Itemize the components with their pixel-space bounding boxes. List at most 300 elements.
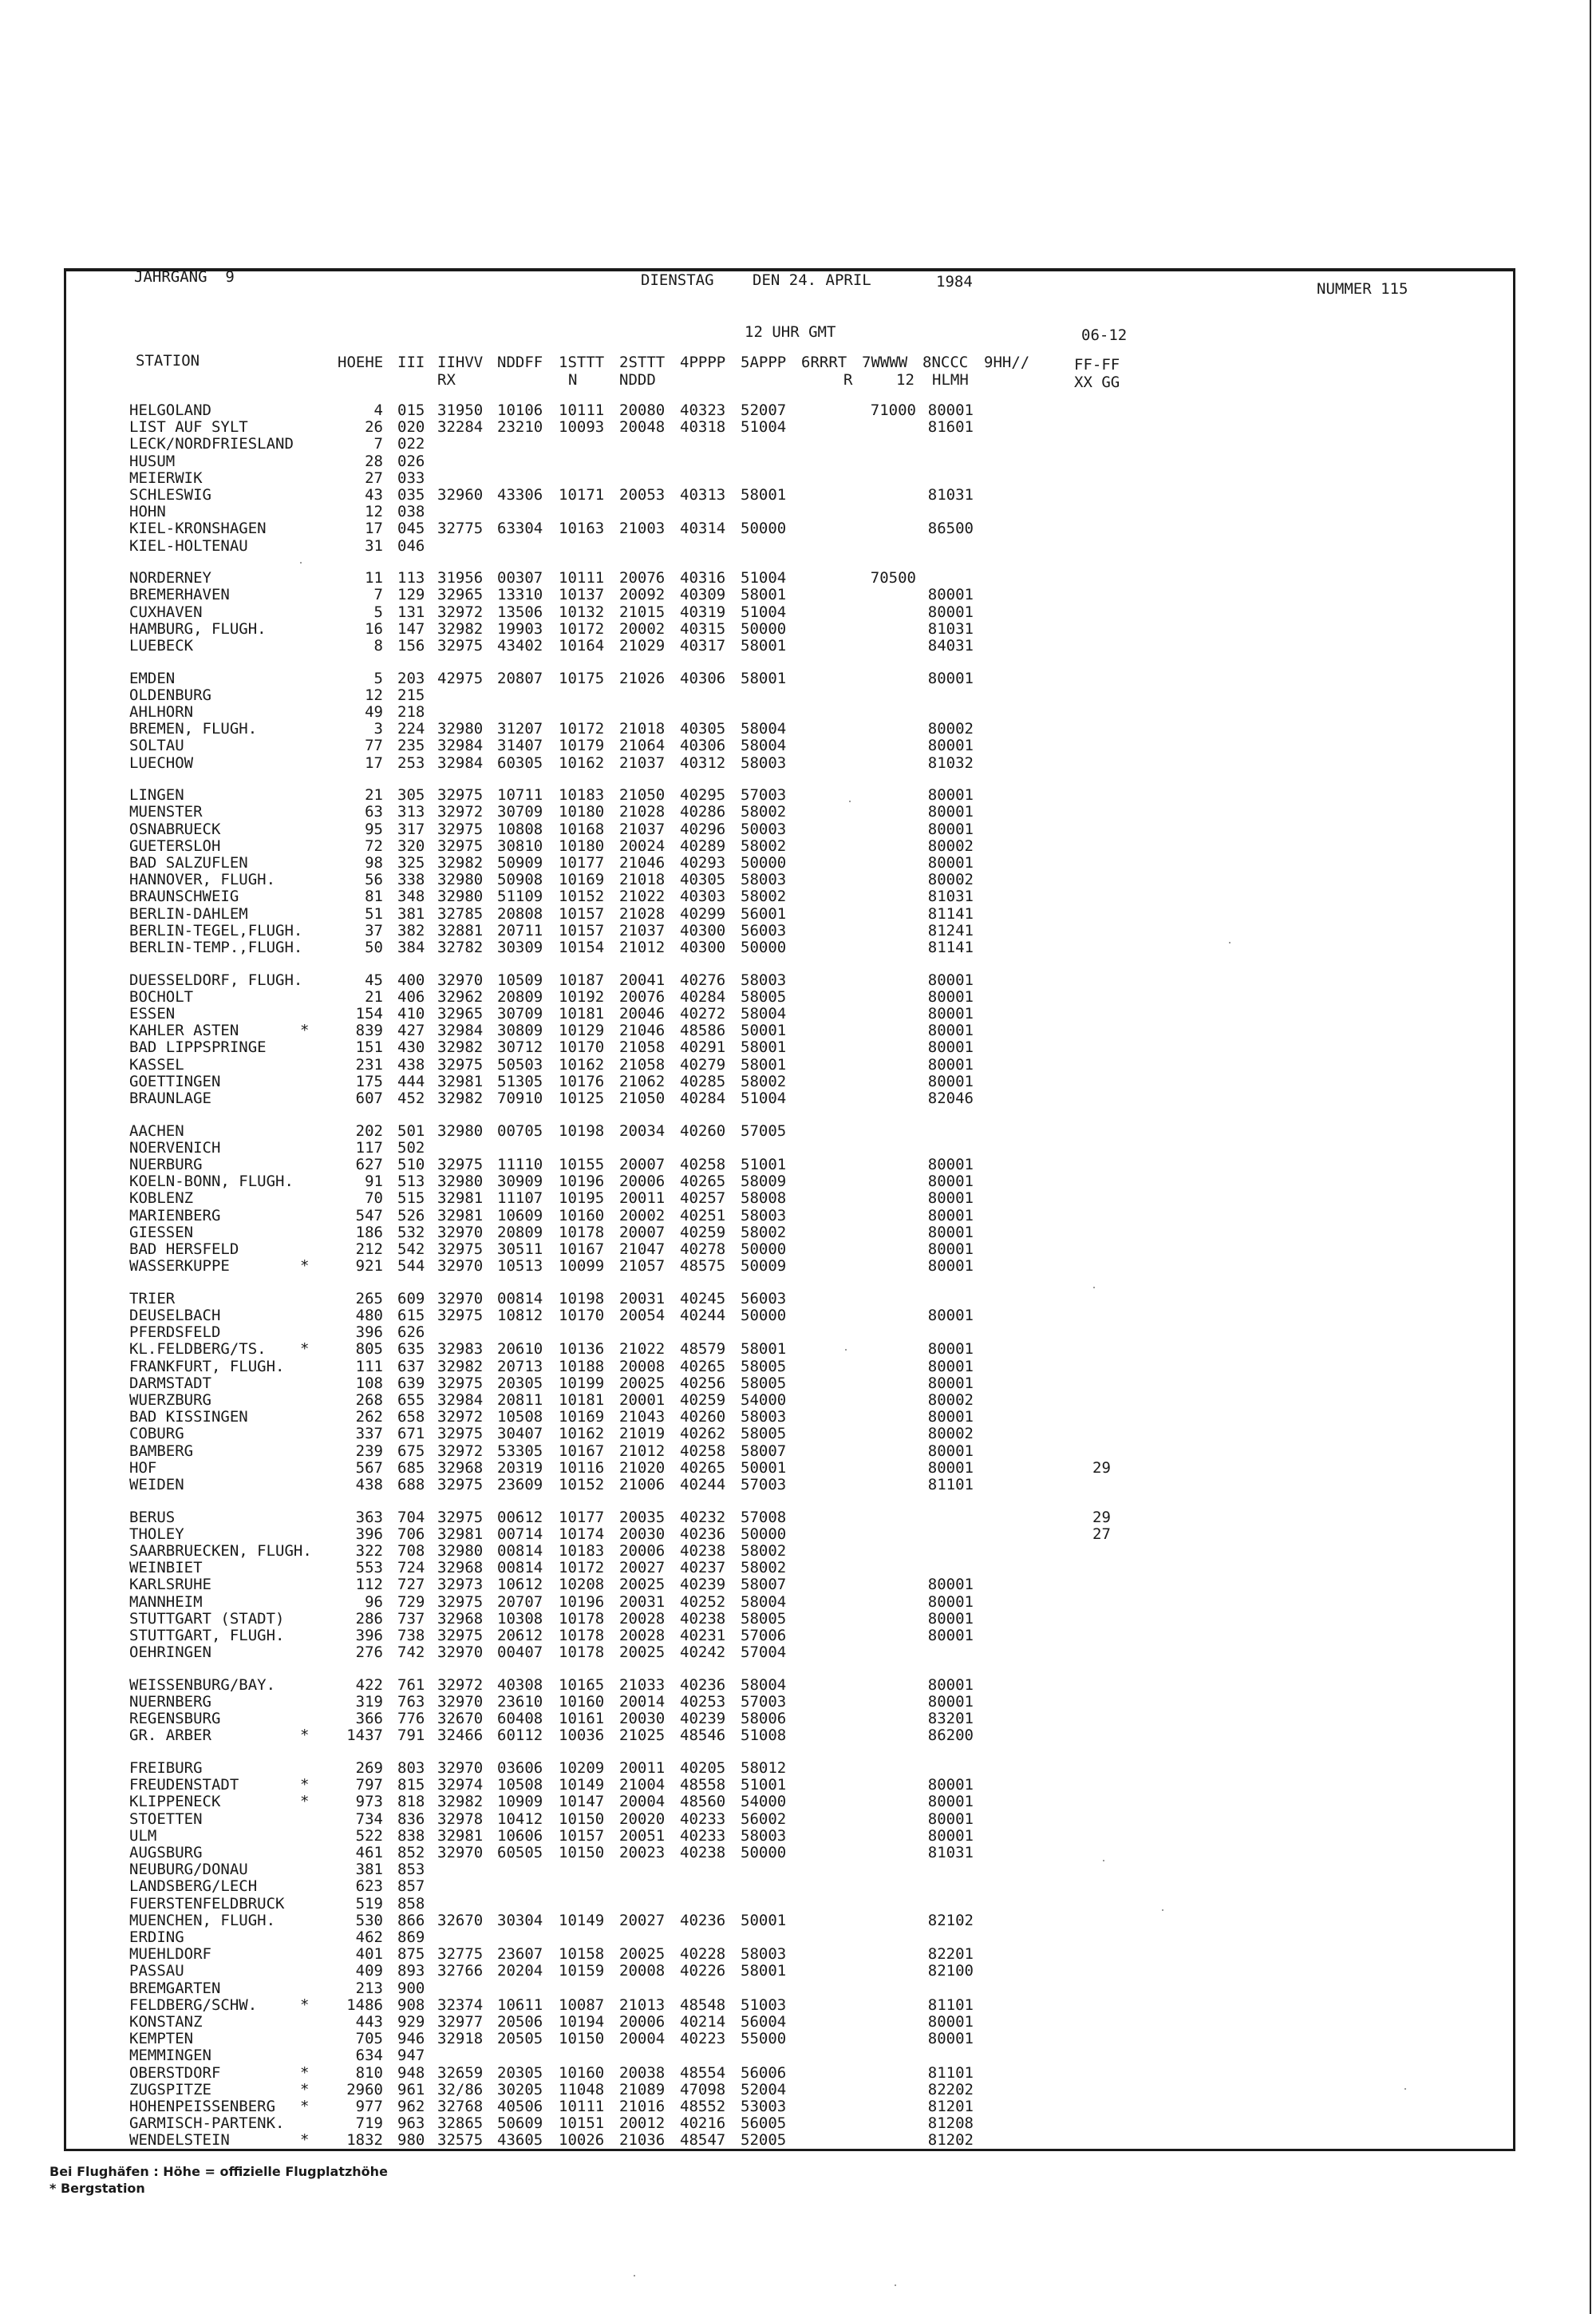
group4-cell: 48558	[680, 1776, 726, 1794]
station-name: DUESSELDORF, FLUGH.	[129, 971, 303, 989]
station-name: BRAUNSCHWEIG	[129, 888, 239, 906]
station-name: OLDENBURG	[129, 686, 211, 704]
iihvv-cell: 32768	[437, 2098, 484, 2115]
group2-cell: 20025	[619, 1644, 666, 1662]
group2-cell: 21029	[619, 637, 666, 655]
station-id-cell: 427	[397, 1022, 425, 1040]
nddff-cell: 23210	[497, 418, 543, 437]
hoehe-cell: 5	[373, 603, 383, 621]
station-id-cell: 737	[397, 1609, 425, 1628]
footnote-airports: Bei Flughäfen : Höhe = offizielle Flugplatzhöhe	[49, 2164, 388, 2179]
group4-cell: 40314	[680, 520, 726, 538]
station-name: SAARBRUECKEN, FLUGH.	[129, 1542, 312, 1560]
group1-cell: 10183	[559, 786, 605, 805]
group2-cell: 20076	[619, 987, 666, 1006]
station-name: BERLIN-TEMP.,FLUGH.	[129, 939, 303, 956]
group4-cell: 40231	[680, 1627, 726, 1644]
group4-cell: 40316	[680, 569, 726, 587]
group1-cell: 10150	[559, 1810, 605, 1828]
nddff-cell: 30511	[497, 1240, 543, 1258]
station-name: KOELN-BONN, FLUGH.	[129, 1173, 294, 1191]
nddff-cell: 10609	[497, 1206, 543, 1224]
group1-cell: 10163	[559, 520, 605, 538]
group5-cell: 58002	[741, 837, 787, 855]
iihvv-cell: 32970	[437, 1693, 484, 1711]
group4-cell: 40284	[680, 1090, 726, 1107]
group4-cell: 40285	[680, 1072, 726, 1090]
col-header-6rrrt-sub: R	[843, 371, 853, 389]
group5-cell: 57003	[741, 1476, 787, 1493]
group2-cell: 21012	[619, 939, 666, 956]
iihvv-cell: 32972	[437, 1408, 484, 1426]
hoehe-cell: 21	[365, 987, 383, 1006]
station-name: KASSEL	[129, 1055, 184, 1074]
group1-cell: 10157	[559, 1826, 605, 1845]
group5-cell: 56001	[741, 904, 787, 923]
nddff-cell: 00814	[497, 1289, 543, 1307]
group5-cell: 58004	[741, 1005, 787, 1023]
group1-cell: 10170	[559, 1307, 605, 1324]
group4-cell: 40260	[680, 1121, 726, 1140]
hoehe-cell: 627	[355, 1156, 383, 1173]
group2-cell: 21033	[619, 1675, 666, 1694]
group1-cell: 10167	[559, 1442, 605, 1460]
hoehe-cell: 98	[365, 854, 383, 872]
station-name: LUEBECK	[129, 637, 194, 655]
group1-cell: 10198	[559, 1121, 605, 1140]
hoehe-cell: 231	[355, 1055, 383, 1074]
group4-cell: 40260	[680, 1408, 726, 1426]
group4-cell: 40300	[680, 939, 726, 956]
group1-cell: 10176	[559, 1072, 605, 1090]
iihvv-cell: 32766	[437, 1962, 484, 1980]
hoehe-cell: 91	[365, 1173, 383, 1191]
group1-cell: 10183	[559, 1542, 605, 1560]
group1-cell: 10164	[559, 637, 605, 655]
group1-cell: 10154	[559, 939, 605, 956]
hoehe-cell: 705	[355, 2030, 383, 2048]
group2-cell: 20002	[619, 1206, 666, 1224]
group1-cell: 10149	[559, 1911, 605, 1929]
group2-cell: 21047	[619, 1240, 666, 1258]
group2-cell: 20006	[619, 1542, 666, 1560]
hoehe-cell: 26	[365, 418, 383, 437]
hoehe-cell: 422	[355, 1675, 383, 1694]
hoehe-cell: 480	[355, 1307, 383, 1324]
group5-cell: 50001	[741, 1458, 787, 1477]
hoehe-cell: 28	[365, 452, 383, 470]
scan-speck	[300, 562, 302, 564]
station-id-cell: 626	[397, 1323, 425, 1342]
station-name: TRIER	[129, 1289, 176, 1307]
scan-speck	[1229, 942, 1231, 943]
station-id-cell: 929	[397, 2013, 425, 2031]
iihvv-cell: 32975	[437, 1508, 484, 1526]
group8-cell: 80001	[927, 1627, 974, 1644]
group5-cell: 58004	[741, 1675, 787, 1694]
hoehe-cell: 1437	[346, 1727, 383, 1745]
hoehe-cell: 462	[355, 1928, 383, 1946]
hoehe-cell: 4	[373, 401, 383, 419]
hoehe-cell: 12	[365, 503, 383, 521]
iihvv-cell: 32881	[437, 921, 484, 939]
group4-cell: 40256	[680, 1374, 726, 1392]
group5-cell: 52005	[741, 2131, 787, 2150]
nddff-cell: 00714	[497, 1525, 543, 1543]
nddff-cell: 00407	[497, 1644, 543, 1662]
group4-cell: 40223	[680, 2030, 726, 2048]
iihvv-cell: 32981	[437, 1206, 484, 1224]
group8-cell: 81208	[927, 2114, 974, 2133]
iihvv-cell: 32980	[437, 1121, 484, 1140]
group2-cell: 21026	[619, 669, 666, 687]
station-name: SOLTAU	[129, 737, 184, 755]
nddff-cell: 10509	[497, 971, 543, 989]
group1-cell: 10087	[559, 1996, 605, 2014]
station-name: CUXHAVEN	[129, 603, 203, 621]
group5-cell: 51003	[741, 1996, 787, 2014]
iihvv-cell: 32975	[437, 637, 484, 655]
group5-cell: 58012	[741, 1759, 787, 1777]
group1-cell: 10036	[559, 1727, 605, 1745]
group2-cell: 21004	[619, 1776, 666, 1794]
group5-cell: 51004	[741, 418, 787, 437]
group4-cell: 47098	[680, 2080, 726, 2098]
group4-cell: 48552	[680, 2098, 726, 2115]
hoehe-cell: 21	[365, 786, 383, 805]
nddff-cell: 63304	[497, 520, 543, 538]
hoehe-cell: 8	[373, 637, 383, 655]
station-id-cell: 382	[397, 921, 425, 939]
group8-cell: 86500	[927, 520, 974, 538]
col-header-8nccc-sub: HLMH	[932, 371, 969, 389]
hoehe-cell: 95	[365, 820, 383, 838]
station-id-cell: 738	[397, 1627, 425, 1644]
station-name: OBERSTDORF	[129, 2063, 221, 2082]
station-id-cell: 046	[397, 536, 425, 555]
nddff-cell: 20713	[497, 1357, 543, 1375]
station-id-cell: 639	[397, 1374, 425, 1392]
group2-cell: 21037	[619, 921, 666, 939]
hoehe-cell: 5	[373, 669, 383, 687]
station-id-cell: 857	[397, 1877, 425, 1896]
scan-speck	[845, 1349, 847, 1351]
group5-cell: 56003	[741, 921, 787, 939]
group4-cell: 40238	[680, 1542, 726, 1560]
group4-cell: 40237	[680, 1559, 726, 1577]
station-id-cell: 776	[397, 1710, 425, 1728]
hoehe-cell: 77	[365, 737, 383, 755]
station-id-cell: 947	[397, 2047, 425, 2065]
col-header-2sttt-sub: NDDD	[619, 371, 656, 389]
group7-cell: 70500	[870, 569, 916, 587]
station-name: OSNABRUECK	[129, 820, 221, 838]
group1-cell: 10169	[559, 1408, 605, 1426]
station-id-cell: 235	[397, 737, 425, 755]
iihvv-cell: 32973	[437, 1576, 484, 1594]
group2-cell: 21013	[619, 1996, 666, 2014]
nddff-cell: 20707	[497, 1592, 543, 1611]
hoehe-cell: 734	[355, 1810, 383, 1828]
col-header-ff-sub: XX GG	[1074, 374, 1120, 391]
station-id-cell: 320	[397, 837, 425, 855]
iihvv-cell: 32977	[437, 2013, 484, 2031]
group4-cell: 40319	[680, 603, 726, 621]
group1-cell: 10147	[559, 1793, 605, 1811]
group8-cell: 80001	[927, 603, 974, 621]
group1-cell: 10152	[559, 888, 605, 906]
station-name: BAMBERG	[129, 1442, 194, 1460]
hoehe-cell: 111	[355, 1357, 383, 1375]
iihvv-cell: 32975	[437, 1156, 484, 1173]
hoehe-cell: 202	[355, 1121, 383, 1140]
group1-cell: 10175	[559, 669, 605, 687]
hoehe-cell: 839	[355, 1022, 383, 1040]
group2-cell: 20002	[619, 619, 666, 638]
iihvv-cell: 32918	[437, 2030, 484, 2048]
group1-cell: 10174	[559, 1525, 605, 1543]
col-header-6rrrt: 6RRRT	[801, 354, 847, 371]
group5-cell: 50000	[741, 1525, 787, 1543]
group8-cell: 83201	[927, 1710, 974, 1728]
station-name: MEMMINGEN	[129, 2047, 211, 2065]
frame-bottom-border	[64, 2149, 1515, 2151]
station-name: KIEL-KRONSHAGEN	[129, 520, 267, 538]
station-id-cell: 156	[397, 637, 425, 655]
group2-cell: 20001	[619, 1391, 666, 1409]
station-name: MUENSTER	[129, 803, 203, 821]
iihvv-cell: 32775	[437, 1945, 484, 1964]
group8-cell: 80001	[927, 1005, 974, 1023]
nddff-cell: 40308	[497, 1675, 543, 1694]
group4-cell: 40257	[680, 1189, 726, 1208]
group4-cell: 40295	[680, 786, 726, 805]
group8-cell: 80001	[927, 669, 974, 687]
station-id-cell: 724	[397, 1559, 425, 1577]
group4-cell: 40244	[680, 1307, 726, 1324]
station-name: COBURG	[129, 1425, 184, 1443]
station-name: HAMBURG, FLUGH.	[129, 619, 267, 638]
group1-cell: 10160	[559, 1206, 605, 1224]
station-id-cell: 526	[397, 1206, 425, 1224]
station-id-cell: 803	[397, 1759, 425, 1777]
station-name: BERLIN-TEGEL,FLUGH.	[129, 921, 303, 939]
station-id-cell: 948	[397, 2063, 425, 2082]
group5-cell: 58008	[741, 1189, 787, 1208]
station-name: AUGSBURG	[129, 1844, 203, 1861]
nddff-cell: 60112	[497, 1727, 543, 1745]
group2-cell: 21058	[619, 1038, 666, 1057]
group1-cell: 10149	[559, 1776, 605, 1794]
nddff-cell: 30810	[497, 837, 543, 855]
station-id-cell: 035	[397, 486, 425, 504]
group5-cell: 58002	[741, 1559, 787, 1577]
station-id-cell: 815	[397, 1776, 425, 1794]
col-header-nddff: NDDFF	[497, 354, 543, 371]
hoehe-cell: 381	[355, 1861, 383, 1879]
station-name: KOBLENZ	[129, 1189, 194, 1208]
group5-cell: 57003	[741, 786, 787, 805]
group4-cell: 48579	[680, 1340, 726, 1359]
col-header-5appp: 5APPP	[741, 354, 787, 371]
hoehe-cell: 108	[355, 1374, 383, 1392]
group8-cell: 81031	[927, 888, 974, 906]
hoehe-cell: 805	[355, 1340, 383, 1359]
group2-cell: 20004	[619, 1793, 666, 1811]
group5-cell: 58002	[741, 1223, 787, 1241]
station-id-cell: 317	[397, 820, 425, 838]
station-name: MUEHLDORF	[129, 1945, 211, 1964]
group1-cell: 10026	[559, 2131, 605, 2150]
station-id-cell: 635	[397, 1340, 425, 1359]
station-name: BAD HERSFELD	[129, 1240, 239, 1258]
station-id-cell: 224	[397, 720, 425, 738]
iihvv-cell: 32984	[437, 737, 484, 755]
group1-cell: 10150	[559, 1844, 605, 1861]
station-name: AACHEN	[129, 1121, 184, 1140]
iihvv-cell: 32970	[437, 1289, 484, 1307]
nddff-cell: 20711	[497, 921, 543, 939]
hoehe-cell: 112	[355, 1576, 383, 1594]
hoehe-cell: 396	[355, 1323, 383, 1342]
nddff-cell: 30809	[497, 1022, 543, 1040]
station-id-cell: 131	[397, 603, 425, 621]
group8-cell: 81202	[927, 2131, 974, 2150]
group8-cell: 80001	[927, 1592, 974, 1611]
hoehe-cell: 286	[355, 1609, 383, 1628]
station-name: KAHLER ASTEN	[129, 1022, 239, 1040]
group8-cell: 80001	[927, 1374, 974, 1392]
group8-cell: 80002	[927, 871, 974, 889]
group4-cell: 40265	[680, 1458, 726, 1477]
iihvv-cell: 31950	[437, 401, 484, 419]
group2-cell: 20006	[619, 1173, 666, 1191]
nddff-cell: 30309	[497, 939, 543, 956]
group8-cell: 80001	[927, 1693, 974, 1711]
station-id-cell: 026	[397, 452, 425, 470]
group1-cell: 10196	[559, 1173, 605, 1191]
hoehe-cell: 43	[365, 486, 383, 504]
mountain-marker: *	[300, 1793, 310, 1811]
group2-cell: 20028	[619, 1609, 666, 1628]
group2-cell: 20020	[619, 1810, 666, 1828]
hoehe-cell: 31	[365, 536, 383, 555]
group8-cell: 80001	[927, 1022, 974, 1040]
nddff-cell: 11107	[497, 1189, 543, 1208]
mountain-marker: *	[300, 2063, 310, 2082]
group8-cell: 80001	[927, 971, 974, 989]
group4-cell: 40284	[680, 987, 726, 1006]
group2-cell: 20054	[619, 1307, 666, 1324]
station-id-cell: 908	[397, 1996, 425, 2014]
group4-cell: 48547	[680, 2131, 726, 2150]
group1-cell: 10136	[559, 1340, 605, 1359]
hoehe-cell: 16	[365, 619, 383, 638]
group8-cell: 82201	[927, 1945, 974, 1964]
iihvv-cell: 32968	[437, 1559, 484, 1577]
hoehe-cell: 443	[355, 2013, 383, 2031]
station-name: MANNHEIM	[129, 1592, 203, 1611]
nddff-cell: 50909	[497, 854, 543, 872]
iihvv-cell: 32982	[437, 854, 484, 872]
group4-cell: 40239	[680, 1576, 726, 1594]
station-name: BREMEN, FLUGH.	[129, 720, 258, 738]
group8-cell: 80001	[927, 1357, 974, 1375]
station-name: HANNOVER, FLUGH.	[129, 871, 276, 889]
station-name: GR. ARBER	[129, 1727, 211, 1745]
nddff-cell: 60505	[497, 1844, 543, 1861]
station-id-cell: 836	[397, 1810, 425, 1828]
hoehe-cell: 322	[355, 1542, 383, 1560]
group2-cell: 21050	[619, 786, 666, 805]
iihvv-cell: 32975	[437, 786, 484, 805]
station-id-cell: 946	[397, 2030, 425, 2048]
col-header-1sttt-sub: N	[568, 371, 578, 389]
nddff-cell: 50503	[497, 1055, 543, 1074]
station-id-cell: 452	[397, 1090, 425, 1107]
iihvv-cell: 32972	[437, 1675, 484, 1694]
station-name: FRANKFURT, FLUGH.	[129, 1357, 285, 1375]
date-label: DEN 24. APRIL	[753, 271, 871, 289]
group8-cell: 80001	[927, 1609, 974, 1628]
group1-cell: 10151	[559, 2114, 605, 2133]
station-name: BRAUNLAGE	[129, 1090, 211, 1107]
station-id-cell: 502	[397, 1138, 425, 1157]
group2-cell: 20023	[619, 1844, 666, 1861]
nddff-cell: 31207	[497, 720, 543, 738]
iihvv-cell: 32975	[437, 1627, 484, 1644]
group4-cell: 40253	[680, 1693, 726, 1711]
group5-cell: 58003	[741, 754, 787, 772]
group1-cell: 10178	[559, 1609, 605, 1628]
group1-cell: 10158	[559, 1945, 605, 1964]
group1-cell: 10093	[559, 418, 605, 437]
station-id-cell: 900	[397, 1979, 425, 1997]
group4-cell: 40258	[680, 1156, 726, 1173]
group5-cell: 51008	[741, 1727, 787, 1745]
group5-cell: 58005	[741, 1609, 787, 1628]
group2-cell: 20035	[619, 1508, 666, 1526]
group5-cell: 58003	[741, 1408, 787, 1426]
station-name: DARMSTADT	[129, 1374, 211, 1392]
scan-speck	[634, 2275, 635, 2276]
station-id-cell: 513	[397, 1173, 425, 1191]
group2-cell: 21022	[619, 888, 666, 906]
station-id-cell: 381	[397, 904, 425, 923]
group4-cell: 40276	[680, 971, 726, 989]
hoehe-cell: 567	[355, 1458, 383, 1477]
station-id-cell: 515	[397, 1189, 425, 1208]
group5-cell: 53003	[741, 2098, 787, 2115]
group4-cell: 40236	[680, 1525, 726, 1543]
station-id-cell: 501	[397, 1121, 425, 1140]
station-name: GOETTINGEN	[129, 1072, 221, 1090]
group2-cell: 21015	[619, 603, 666, 621]
iihvv-cell: 32982	[437, 1793, 484, 1811]
station-name: WEINBIET	[129, 1559, 203, 1577]
group4-cell: 40306	[680, 737, 726, 755]
iihvv-cell: 32965	[437, 586, 484, 604]
group2-cell: 20038	[619, 2063, 666, 2082]
hoehe-cell: 37	[365, 921, 383, 939]
station-id-cell: 615	[397, 1307, 425, 1324]
station-id-cell: 444	[397, 1072, 425, 1090]
group4-cell: 40306	[680, 669, 726, 687]
hoehe-cell: 213	[355, 1979, 383, 1997]
group8-cell: 81201	[927, 2098, 974, 2115]
group2-cell: 21016	[619, 2098, 666, 2115]
iihvv-cell: 32978	[437, 1810, 484, 1828]
